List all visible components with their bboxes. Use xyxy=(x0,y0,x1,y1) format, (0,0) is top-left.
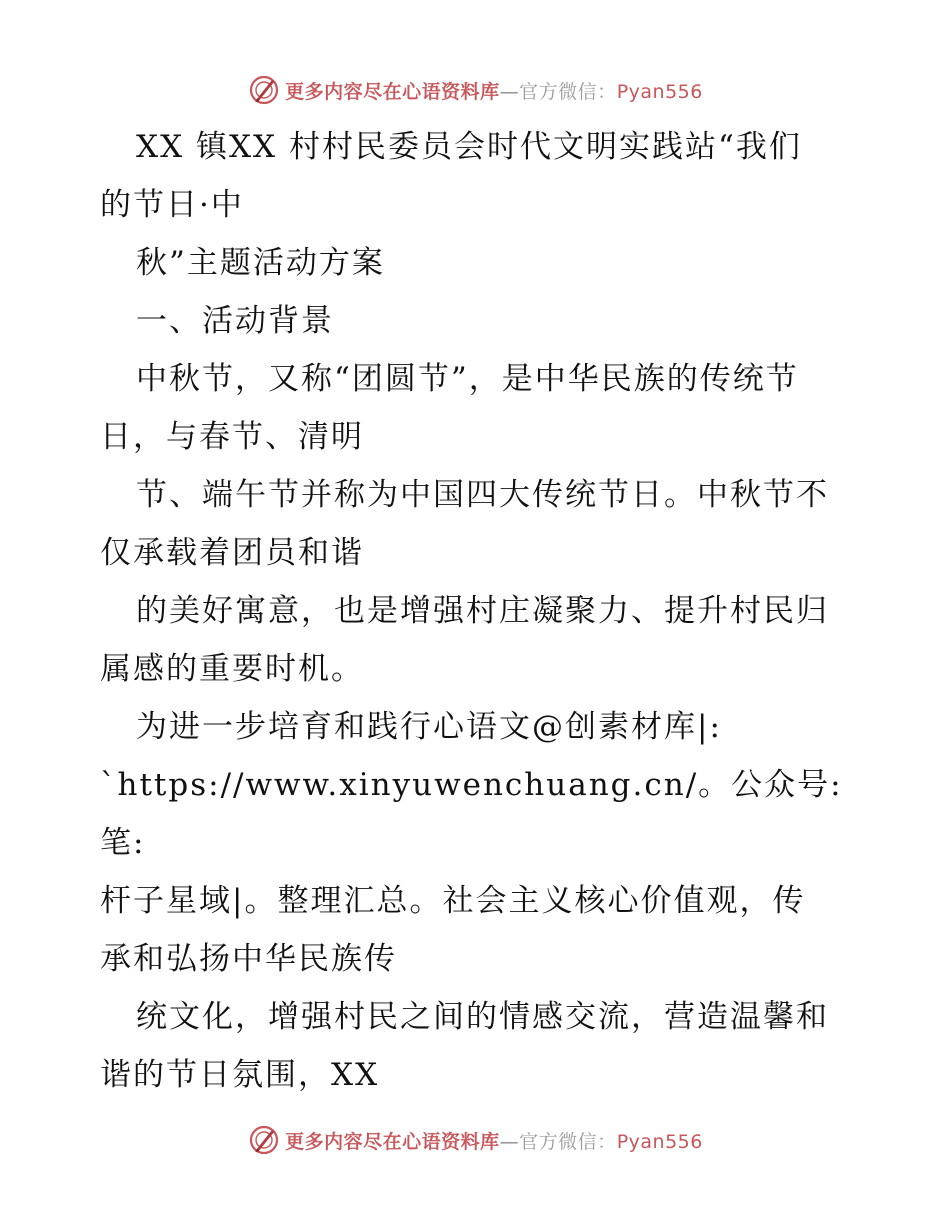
document-line: 的节日·中 xyxy=(100,187,244,223)
brand-name: 更多内容尽在心语资料库 xyxy=(285,80,500,103)
header-banner-content xyxy=(247,73,703,107)
document-line: 秋”主题活动方案 xyxy=(136,245,385,281)
banner-dash: — xyxy=(499,80,520,103)
header-banner-text xyxy=(285,77,703,104)
brand-logo-icon xyxy=(247,73,281,107)
document-line: 为进一步培育和践行心语文@创素材库|: xyxy=(136,709,722,745)
document-body xyxy=(100,118,860,1104)
footer-banner xyxy=(0,1120,950,1160)
document-line: 节、端午节并称为中国四大传统节日。中秋节不 xyxy=(136,477,829,513)
header-banner xyxy=(0,70,950,110)
banner-dash: — xyxy=(499,1130,520,1153)
document-line: 中秋节，又称“团圆节”，是中华民族的传统节 xyxy=(136,361,799,397)
wechat-label: 官方微信： xyxy=(519,1130,617,1153)
document-line: 统文化，增强村民之间的情感交流，营造温馨和 xyxy=(136,999,829,1035)
document-line: 承和弘扬中华民族传 xyxy=(100,941,397,977)
document-line: 杆子星域|。整理汇总。社会主义核心价值观，传 xyxy=(100,883,806,919)
footer-banner-content xyxy=(247,1123,703,1157)
wechat-account: Pyan556 xyxy=(616,1130,703,1153)
footer-banner-text xyxy=(285,1127,703,1154)
wechat-account: Pyan556 xyxy=(616,80,703,103)
document-line: 仅承载着团员和谐 xyxy=(100,535,364,571)
document-line: 属感的重要时机。 xyxy=(100,651,364,687)
document-line: 一、活动背景 xyxy=(136,303,334,339)
brand-logo-icon xyxy=(247,1123,281,1157)
document-line: 的美好寓意，也是增强村庄凝聚力、提升村民归 xyxy=(136,593,829,629)
wechat-label: 官方微信： xyxy=(519,80,617,103)
document-line: 日，与春节、清明 xyxy=(100,419,364,455)
brand-name: 更多内容尽在心语资料库 xyxy=(285,1130,500,1153)
document-line: XX 镇XX 村村民委员会时代文明实践站“我们 xyxy=(136,129,802,165)
document-line: `https://www.xinyuwenchuang.cn/。公众号: 笔: xyxy=(100,767,843,861)
document-line: 谐的节日氛围，XX xyxy=(100,1057,380,1093)
